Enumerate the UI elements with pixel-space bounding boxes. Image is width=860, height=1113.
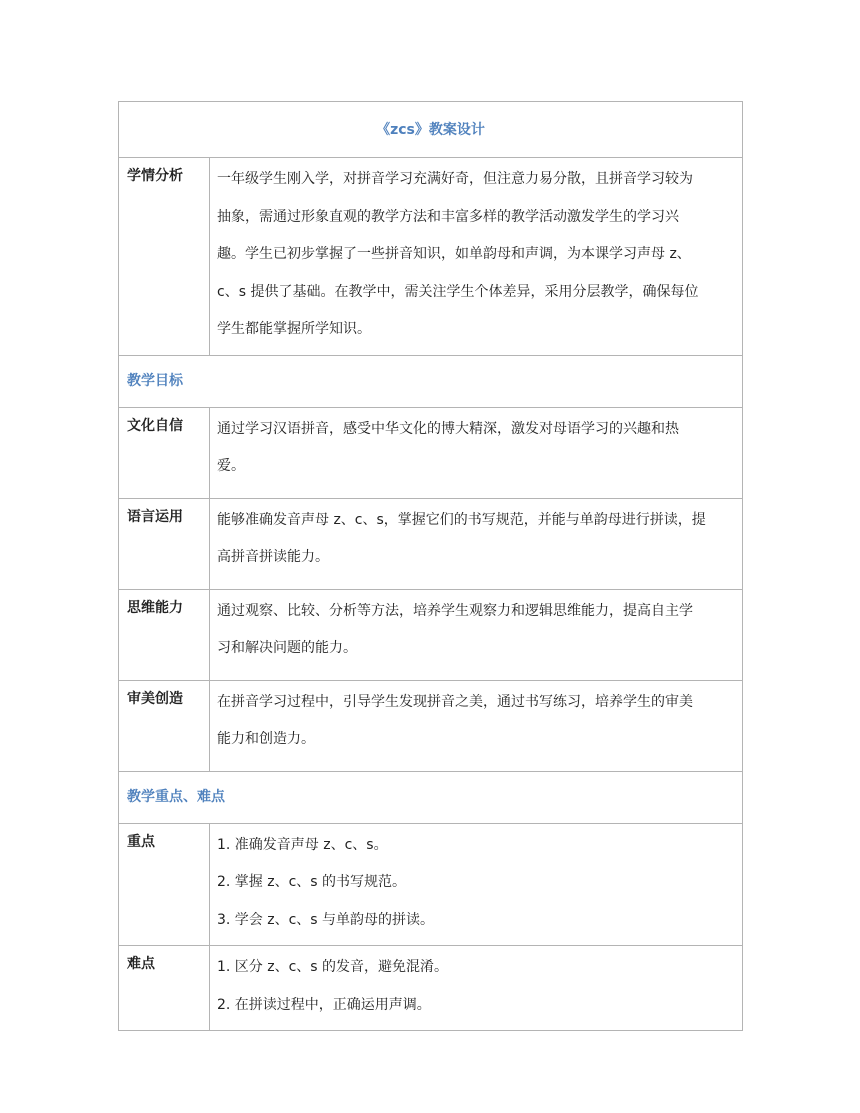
goal-content-culture (210, 407, 743, 498)
difficulty-content (210, 946, 743, 1031)
key-line: 1. 准确发音声母 z、c、s。 (217, 836, 388, 853)
key-line: 3. 学会 z、c、s 与单韵母的拼读。 (217, 911, 435, 928)
difficulty-label: 难点 (119, 946, 210, 1031)
goals-section-heading: 教学目标 (119, 355, 743, 407)
goal-line: 爱。 (217, 458, 245, 474)
key-label: 重点 (119, 823, 210, 946)
key-line: 2. 掌握 z、c、s 的书写规范。 (217, 874, 407, 890)
document-title: 《zcs》教案设计 (119, 102, 743, 158)
goal-label-aesthetic: 审美创造 (119, 680, 210, 771)
goal-content-aesthetic (210, 680, 743, 771)
key-content (210, 823, 743, 946)
goal-line: 高拼音拼读能力。 (217, 549, 329, 565)
analysis-line: 抽象，需通过形象直观的教学方法和丰富多样的教学活动激发学生的学习兴 (217, 208, 679, 225)
goal-line: 在拼音学习过程中，引导学生发现拼音之美，通过书写练习，培养学生的审美 (217, 693, 693, 710)
goal-line: 通过学习汉语拼音，感受中华文化的博大精深，激发对母语学习的兴趣和热 (217, 420, 679, 437)
difficulty-line: 2. 在拼读过程中，正确运用声调。 (217, 996, 431, 1013)
analysis-content (210, 158, 743, 356)
goal-label-language: 语言运用 (119, 498, 210, 589)
lesson-plan-table (118, 101, 743, 1031)
goal-line: 习和解决问题的能力。 (217, 640, 357, 656)
analysis-line: 趣。学生已初步掌握了一些拼音知识，如单韵母和声调，为本课学习声母 z、 (217, 246, 691, 262)
lesson-plan-page (118, 101, 742, 1031)
analysis-line: 一年级学生刚入学，对拼音学习充满好奇，但注意力易分散，且拼音学习较为 (217, 171, 693, 187)
analysis-line: c、s 提供了基础。在教学中，需关注学生个体差异，采用分层教学，确保每位 (217, 283, 699, 300)
goal-content-language (210, 498, 743, 589)
difficulty-line: 1. 区分 z、c、s 的发音，避免混淆。 (217, 959, 449, 975)
goal-label-thinking: 思维能力 (119, 589, 210, 680)
goal-line: 能够准确发音声母 z、c、s，掌握它们的书写规范，并能与单韵母进行拼读，提 (217, 511, 706, 528)
goal-label-culture: 文化自信 (119, 407, 210, 498)
goal-content-thinking (210, 589, 743, 680)
analysis-label: 学情分析 (119, 158, 210, 356)
key-section-heading: 教学重点、难点 (119, 771, 743, 823)
goal-line: 能力和创造力。 (217, 731, 315, 747)
goal-line: 通过观察、比较、分析等方法，培养学生观察力和逻辑思维能力，提高自主学 (217, 602, 693, 619)
analysis-line: 学生都能掌握所学知识。 (217, 321, 371, 337)
